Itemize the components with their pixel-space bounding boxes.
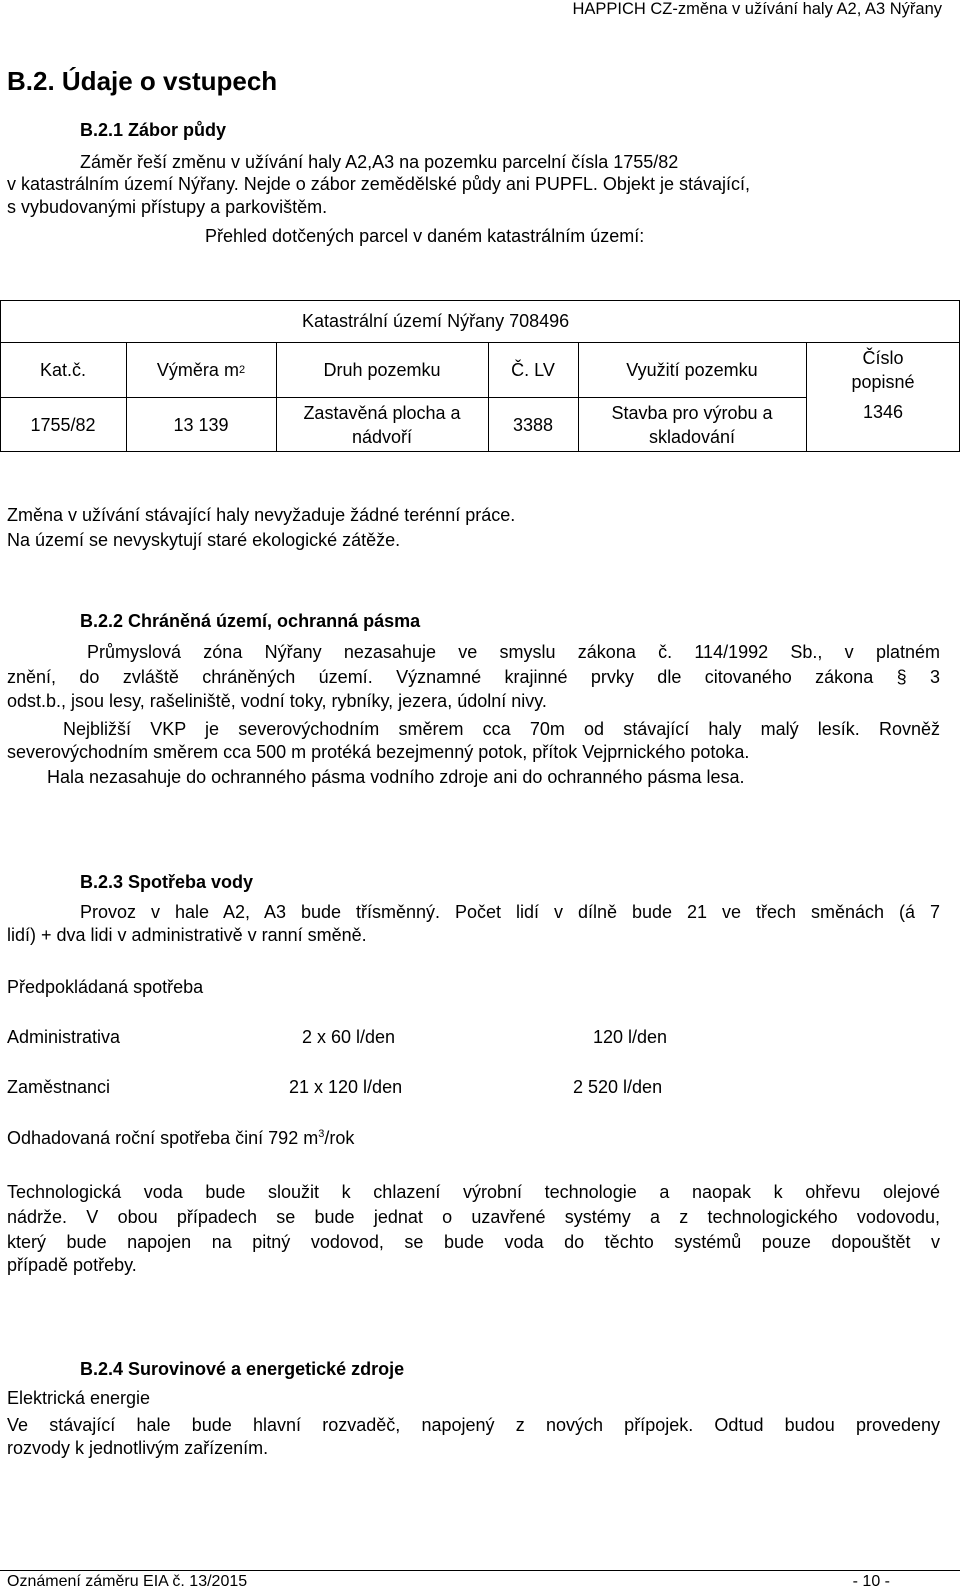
b22-line4: Nejbližší VKP je severovýchodním směrem cca 70m od stávající haly malý lesík. Rovněž [63, 719, 940, 739]
tech-line2: nádrže. V obou případech se bude jednat o uzavřené systémy a z technologického vodovodu, [7, 1207, 940, 1227]
paragraph-b21-line1: Záměr řeší změnu v užívání haly A2,A3 na pozemku parcelní čísla 1755/82 [80, 152, 679, 172]
cell-vyuziti-line2: skladování [648, 426, 736, 447]
table-border-title [0, 342, 960, 343]
table-border-top [0, 300, 960, 301]
tech-line3: který bude napojen na pitný vodovod, se bude voda do těchto systémů pouze dopouštět v [7, 1232, 940, 1252]
consumption-admin-calc: 2 x 60 l/den [302, 1027, 396, 1047]
cell-kat: 1755/82 [30, 414, 96, 435]
section-title: B.2. Údaje o vstupech [7, 66, 278, 96]
b24-line3: rozvody k jednotlivým zařízením. [7, 1438, 269, 1458]
parcel-table [0, 300, 960, 452]
subsection-title-b22: B.2.2 Chráněná území, ochranná pásma [80, 611, 421, 631]
b22-line6: Hala nezasahuje do ochranného pásma vodního zdroje ani do ochranného pásma lesa. [47, 767, 745, 787]
cell-cislo: 1346 [862, 402, 904, 422]
annual-consumption-text: Odhadovaná roční spotřeba činí 792 m [7, 1128, 319, 1148]
consumption-staff-calc: 21 x 120 l/den [289, 1077, 403, 1097]
header-vyuziti: Využití pozemku [626, 359, 758, 380]
annual-consumption-unit: /rok [324, 1128, 355, 1148]
table-border-header [0, 397, 806, 398]
b22-line2: znění, do zvláště chráněných území. Významné krajinné prvky dle citovaného zákona § 3 [7, 667, 940, 687]
page-number: - 10 - [852, 1573, 890, 1590]
header-lv: Č. LV [511, 359, 555, 380]
tech-line1: Technologická voda bude sloužit k chlazení výrobní technologie a naopak k ohřevu olejové [7, 1182, 940, 1202]
cell-vyuziti-line1: Stavba pro výrobu a [611, 402, 773, 423]
consumption-staff-total: 2 520 l/den [573, 1077, 663, 1097]
table-border-left [0, 300, 1, 452]
cell-druh [276, 397, 488, 452]
tech-line4: případě potřeby. [7, 1255, 137, 1275]
paragraph-b21-line3: s vybudovanými přístupy a parkovištěm. [7, 197, 328, 217]
b23-line2: lidí) + dva lidi v administrativě v ranní směně. [7, 925, 367, 945]
table-col-divider [276, 342, 277, 452]
table-col-divider [126, 342, 127, 452]
header-druh: Druh pozemku [323, 359, 441, 380]
b21-after-line2: Na území se nevyskytují staré ekologické zátěže. [7, 530, 401, 550]
header-vymera-label: Výměra m [156, 359, 239, 380]
footer-rule [0, 1570, 960, 1571]
b22-line1: Průmyslová zóna Nýřany nezasahuje ve smyslu zákona č. 114/1992 Sb., v platném [87, 642, 940, 662]
b22-line5: severovýchodním směrem cca 500 m protéká bezejmenný potok, přítok Vejprnického potoka. [7, 742, 750, 762]
consumption-admin-total: 120 l/den [593, 1027, 668, 1047]
header-cislo-line1: Číslo [862, 347, 904, 368]
table-col-divider [488, 342, 489, 452]
b23-line1: Provoz v hale A2, A3 bude třísměnný. Počet lidí v dílně bude 21 ve třech směnách (á 7 [80, 902, 940, 922]
consumption-admin-label: Administrativa [7, 1027, 121, 1047]
b22-line3: odst.b., jsou lesy, rašeliniště, vodní toky, rybníky, jezera, údolní nivy. [7, 691, 547, 711]
consumption-staff-label: Zaměstnanci [7, 1077, 111, 1097]
table-title: Katastrální území Nýřany 708496 [302, 311, 570, 331]
cell-lv: 3388 [512, 414, 554, 435]
header-vymera: Výměra m 2 [156, 359, 246, 380]
footer-left: Oznámení záměru EIA č. 13/2015 [7, 1573, 248, 1590]
annual-consumption-sup: 3 [318, 1128, 325, 1140]
subsection-title-b21: B.2.1 Zábor půdy [80, 120, 227, 140]
cell-druh-line2: nádvoří [351, 426, 413, 447]
table-col-divider [578, 342, 579, 452]
subsection-title-b23: B.2.3 Spotřeba vody [80, 872, 254, 892]
cell-vymera: 13 139 [173, 414, 229, 435]
cell-vyuziti [578, 397, 806, 452]
header-cislo-line2: popisné [851, 371, 915, 392]
header-cislo [806, 342, 960, 397]
table-col-divider [806, 342, 807, 452]
b21-after-line1: Změna v užívání stávající haly nevyžaduje žádné terénní práce. [7, 505, 516, 525]
table-border-bottom [0, 451, 960, 452]
annual-consumption [7, 1128, 354, 1149]
b24-line1: Elektrická energie [7, 1388, 151, 1408]
paragraph-b21-line2: v katastrálním území Nýřany. Nejde o zábor zemědělské půdy ani PUPFL. Objekt je stávající, [7, 174, 750, 194]
cell-druh-line1: Zastavěná plocha a [303, 402, 461, 423]
header-kat: Kat.č. [39, 359, 87, 380]
subsection-title-b24: B.2.4 Surovinové a energetické zdroje [80, 1359, 405, 1379]
predp-label: Předpokládaná spotřeba [7, 977, 204, 997]
running-header: HAPPICH CZ-změna v užívání haly A2, A3 Nýřany [572, 0, 942, 18]
b24-line2: Ve stávající hale bude hlavní rozvaděč, napojený z nových přípojek. Odtud budou provedeny [7, 1415, 940, 1435]
parcel-overview-caption: Přehled dotčených parcel v daném katastrálním území: [205, 226, 645, 246]
